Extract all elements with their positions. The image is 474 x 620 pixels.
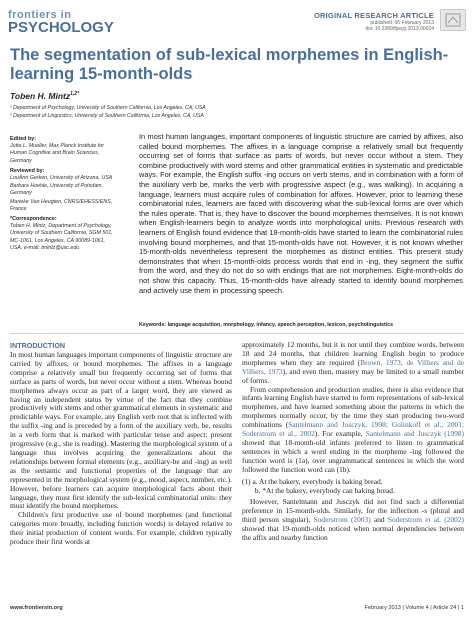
paragraph: In most human languages important components of linguistic structure are carried by affixes, or bound morphemes. The affixes in a language comprise a relatively small but frequently occurring set of forms that surface as parts of words, but never occur without a stem. Whereas bound morphemes always occur as part of a larger word, they are viewed as having an independent status by virtue of the fact that they combine productively with stems and other grammatical elements in systematic and predictable ways. For example, any English verb root that is inflected with the suffix -ing and is preceded by a form of the auxiliary verb, be, results in a verb form that is marked with particular tense and aspect: present progressive (e.g., she is reading). Mastering the morphological system of a language thus involves acquiring the generalizations about the relationships between formal elements (e.g., auxiliary-be and -ing) as well as the semantic and functional properties of the language that are represented in the morphological system (e.g., mood, aspect, number, etc.). However, before learners can acquire morphological facts about their language, they must first identify the sub-lexical combinatorial units: they must identify the bound morphemes. (10, 350, 232, 511)
citation-link[interactable]: Brown, 1973; de Villiers and de Villiers, 1973 (242, 357, 464, 376)
section-heading-introduction: INTRODUCTION (10, 341, 66, 350)
citation-link[interactable]: Soderstrom et al. (2002) (387, 515, 465, 525)
logo-icon (445, 13, 461, 27)
editorial-sidebar (10, 133, 115, 253)
keywords-text: language acquisition, morphology, infancy, speech perception, lexicon, psycholinguistics (167, 322, 394, 328)
text-span: ), and even then, mastery may be limited to a small number of forms. (242, 366, 464, 385)
publisher-logo (440, 9, 466, 31)
text-span: and (370, 515, 388, 525)
article-info (314, 11, 434, 32)
paragraph: Children's first productive use of bound morphemes (and functional categories more broadly, including function words) is delayed relative to their initial production of content words. For example, children typically produce their first words at (10, 510, 232, 547)
keywords (139, 322, 463, 328)
citation-link[interactable]: Santelmann and Jusczyk (1998) (365, 429, 465, 439)
doi[interactable]: doi: 10.3389/fpsyg.2013.00024 (365, 26, 434, 32)
paragraph (242, 341, 464, 386)
journal-header (0, 0, 474, 38)
text-span: From comprehension and production studies, there is also evidence that infants learning English have started to form representations of sub-lexical morphemes, and have learned something about the patterns in which the morphemes normally occur, by the time they start producing two-word combinations ( (242, 384, 464, 430)
text-span: ). For example, (314, 429, 366, 439)
example-b: b. *At the bakery, everybody can baking bread. (242, 485, 395, 495)
affiliation-2: ² Department of Linguistics, University of Southern California, Los Angeles, CA, USA (10, 113, 204, 119)
article-title: The segmentation of sub-lexical morphemes in English-learning 15-month-olds (10, 46, 449, 83)
text-span: showed that 18-month-old infants preferred to listen to grammatical sentences in which a word ending in the morpheme -ing followed the function word is (1a), over ungrammatical sentences in which the word followed the function word can (1b). (242, 437, 464, 474)
text-span: approximately 12 months, but it is not until they combine words, between 18 and 24 months, that children learning English begin to produce morphemes when they are required ( (242, 340, 464, 367)
keywords-label: Keywords: (139, 322, 167, 328)
author-name: Toben H. Mintz (10, 91, 71, 101)
reviewer-1: LouAnn Gerken, University of Arizona, USA (10, 175, 113, 182)
footer-citation: February 2013 | Volume 4 | Article 24 | 1 (364, 605, 464, 611)
journal-brand[interactable] (8, 10, 114, 35)
reviewed-label: Reviewed by: (10, 167, 45, 174)
text-span: However, Santelmann and Jusczyk did not find such a differential preference in 15-month-olds. Similarly, for the inflection -s (plural and third person singular), (242, 497, 464, 525)
correspondence-text: Toben H. Mintz, Department of Psychology, University of Southern California, SGM 501, MC-1061, Los Angeles, CA 90089-1061, USA. e-mail: tmintz@usc.edu (10, 223, 113, 251)
paragraph (242, 386, 464, 475)
brand-top: frontiers in (8, 9, 72, 21)
text-span: showed that 19-month-olds noticed when normal dependencies between the affix and nearby function (242, 524, 464, 543)
reviewer-2: Barbara Hoehle, University of Potsdam, Germany (10, 183, 104, 197)
author-marks: 1,2* (70, 91, 80, 98)
abstract: In most human languages, important components of linguistic structure are carried by affixes, also called bound morphemes. The affixes in a language comprise a relatively small but frequently occurring set of forms that surface as parts of words, but never occur without a stem. They combine productively with word stems and other grammatical entities in systematic and predictable ways. For example, the English suffix -ing occurs on verb stems, and in combination with a form of the auxiliary verb be, marks the verb with progressive aspect (e.g., was walking). In acquiring a language, learners must acquire rules of combination for affixes. However, prior to learning these combinatorial rules, learners are faced with discovering what the sub-lexical forms are over which the rules operate. That is, they have to discover the bound morphemes themselves. It is not known when English-learners begin to analyze words into morphological units. Previous research with learners of English found evidence that 18-month-olds have started to learn the combinatorial rules involving bound morphemes, and that 15-month-olds have not. However, it is not known whether 15-month-olds nevertheless represent the morphemes as distinct entities. This present study demonstrates that when 15-month-olds process words that end in -ing, they segment the suffix from the word, and they do not do so with endings that are not morphemes. Eight-month-olds do not show this capacity. Thus, 15-month-olds have already started to identify bound morphemes and actively use them in processing speech. (139, 132, 463, 295)
edited-text: Jutta L. Mueller, Max Planck Institute for Human Cognitive and Brain Sciences, Germany (10, 143, 104, 164)
reviewer-3: Marieke Van Heugten, CNRS/EHESS/ENS, France (10, 198, 113, 212)
paragraph (242, 498, 464, 543)
citation-link[interactable]: Santelmann and Jusczyk, 1998; Golinkoff et al., 2001; Soderstrom et al., 2002 (242, 420, 464, 439)
affiliations (10, 104, 206, 120)
body-column-left (10, 351, 232, 547)
affiliation-1: ¹ Department of Psychology, University of Southern California, Los Angeles, CA, USA (10, 105, 206, 111)
author[interactable] (10, 91, 79, 101)
body-column-right (242, 341, 464, 543)
article-type: ORIGINAL RESEARCH ARTICLE (313, 11, 434, 20)
journal-name: PSYCHOLOGY (8, 19, 114, 36)
published-date: published: 06 February 2013 (370, 20, 434, 26)
divider (10, 333, 464, 334)
edited-label: Edited by: (10, 136, 37, 142)
footer-url[interactable]: www.frontiersin.org (10, 605, 63, 611)
correspondence-label: *Correspondence: (10, 216, 57, 223)
example-sentences (242, 478, 464, 496)
citation-link[interactable]: Soderstrom (2003) (313, 515, 371, 525)
example-a: (1) a. At the bakery, everybody is baking bread. (242, 476, 383, 486)
